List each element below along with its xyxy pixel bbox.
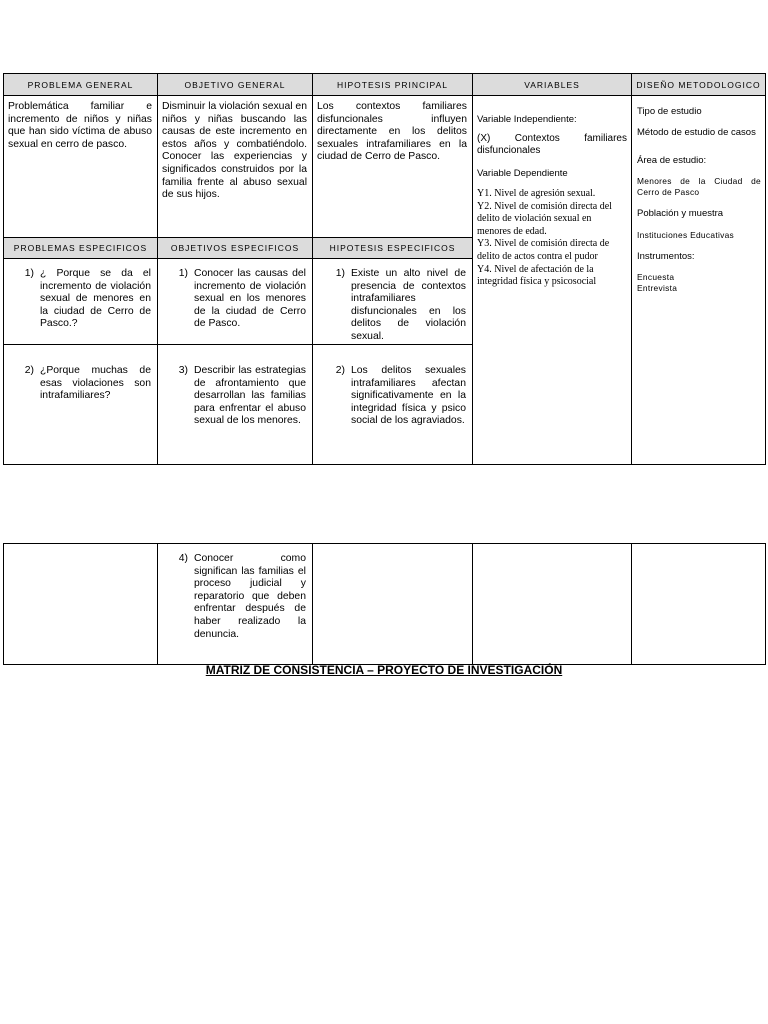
area-estudio: Menores de la Ciudad de Cerro de Pasco xyxy=(637,175,761,197)
header-objetivo-general: OBJETIVO GENERAL xyxy=(158,74,313,96)
objetivo-especifico-3: 3) Describir las estrategias de afrontamiento que desarrollan las familias para enfrentar el abuso sexual de los menores. xyxy=(158,345,313,465)
area-estudio-label: Área de estudio: xyxy=(637,155,707,167)
hipotesis-principal-cell: Los contextos familiares disfuncionales influyen directamente en los delitos sexuales intrafamiliares en la ciudad de Cerro de Pasco. xyxy=(313,96,473,238)
header-problema-general: PROBLEMA GENERAL xyxy=(4,74,158,96)
header-diseno-metodologico: DISEÑO METODOLOGICO xyxy=(632,74,766,96)
problema-especifico-2: 2) ¿Porque muchas de esas violaciones son intrafamiliares? xyxy=(4,345,158,465)
document-caption xyxy=(0,663,768,677)
header-objetivos-especificos: OBJETIVOS ESPECIFICOS xyxy=(158,238,313,259)
header-hipotesis-principal: HIPOTESIS PRINCIPAL xyxy=(313,74,473,96)
consistency-matrix-table xyxy=(3,73,766,465)
diseno-metodologico-cell xyxy=(632,96,766,465)
variable-independiente: (X) Contextos familiares disfuncionales xyxy=(477,133,627,156)
empty-cell xyxy=(313,544,473,665)
variable-y2: Y2. Nivel de comisión directa del delito de violación sexual en menores de edad. xyxy=(477,200,612,237)
empty-cell xyxy=(473,544,632,665)
problema-especifico-1: 1) ¿ Porque se da el incremento de violación sexual de menores en la ciudad de Cerro de Pasco.? xyxy=(4,259,158,345)
objetivo-especifico-4: 4) Conocer como significan las familias el proceso judicial y reparatorio que deben enfrentar después de haber realizado la denuncia. xyxy=(158,544,313,665)
header-problemas-especificos: PROBLEMAS ESPECIFICOS xyxy=(4,238,158,259)
poblacion-muestra: Población y muestra xyxy=(637,207,724,219)
continuation-row xyxy=(4,544,766,665)
variable-y4: Y4. Nivel de afectación de la integridad física y psicosocial xyxy=(477,263,597,288)
variable-dependiente-label: Variable Dependiente xyxy=(477,168,568,179)
variable-independiente-label: Variable Independiente: xyxy=(477,114,577,125)
hipotesis-especifica-1: 1) Existe un alto nivel de presencia de contextos intrafamiliares disfuncionales en los delitos de violación sexual. xyxy=(313,259,473,345)
hipotesis-especifica-2: 2) Los delitos sexuales intrafamiliares afectan significativamente en la integridad física y psico social de los agraviados. xyxy=(313,345,473,465)
instrumento-entrevista: Entrevista xyxy=(637,283,678,294)
empty-cell xyxy=(632,544,766,665)
general-row xyxy=(4,96,766,238)
header-variables: VARIABLES xyxy=(473,74,632,96)
empty-cell xyxy=(4,544,158,665)
tipo-estudio: Tipo de estudio xyxy=(637,106,702,117)
variable-y3: Y3. Nivel de comisión directa de delito de actos contra el pudor xyxy=(477,238,610,262)
objetivo-especifico-1: 1) Conocer las causas del incremento de violación sexual en los menores de la ciudad de Cerro de Pasco. xyxy=(158,259,313,345)
instituciones-educativas: Instituciones Educativas xyxy=(637,229,735,240)
header-hipotesis-especificos: HIPOTESIS ESPECIFICOS xyxy=(313,238,473,259)
header-row xyxy=(4,74,766,96)
instrumentos-label: Instrumentos: xyxy=(637,250,695,262)
objetivo-general-cell: Disminuir la violación sexual en niños y niñas buscando las causas de este incremento en estos años y combatiéndolo. Conocer las experiencias y significados construidos por la familia frente al abuso sexual de sus hijos. xyxy=(158,96,313,238)
caption-text: MATRIZ DE CONSISTENCIA – PROYECTO DE INVESTIGACIÓN xyxy=(205,663,563,677)
variables-cell xyxy=(473,96,632,465)
continuation-table xyxy=(3,543,766,665)
metodo-estudio: Método de estudio de casos xyxy=(637,127,756,139)
problema-general-cell: Problemática familiar e incremento de niños y niñas que han sido víctima de abuso sexual en cerro de pasco. xyxy=(4,96,158,238)
variable-y1: Y1. Nivel de agresión sexual. xyxy=(477,188,596,199)
instrumento-encuesta: Encuesta xyxy=(637,272,675,283)
